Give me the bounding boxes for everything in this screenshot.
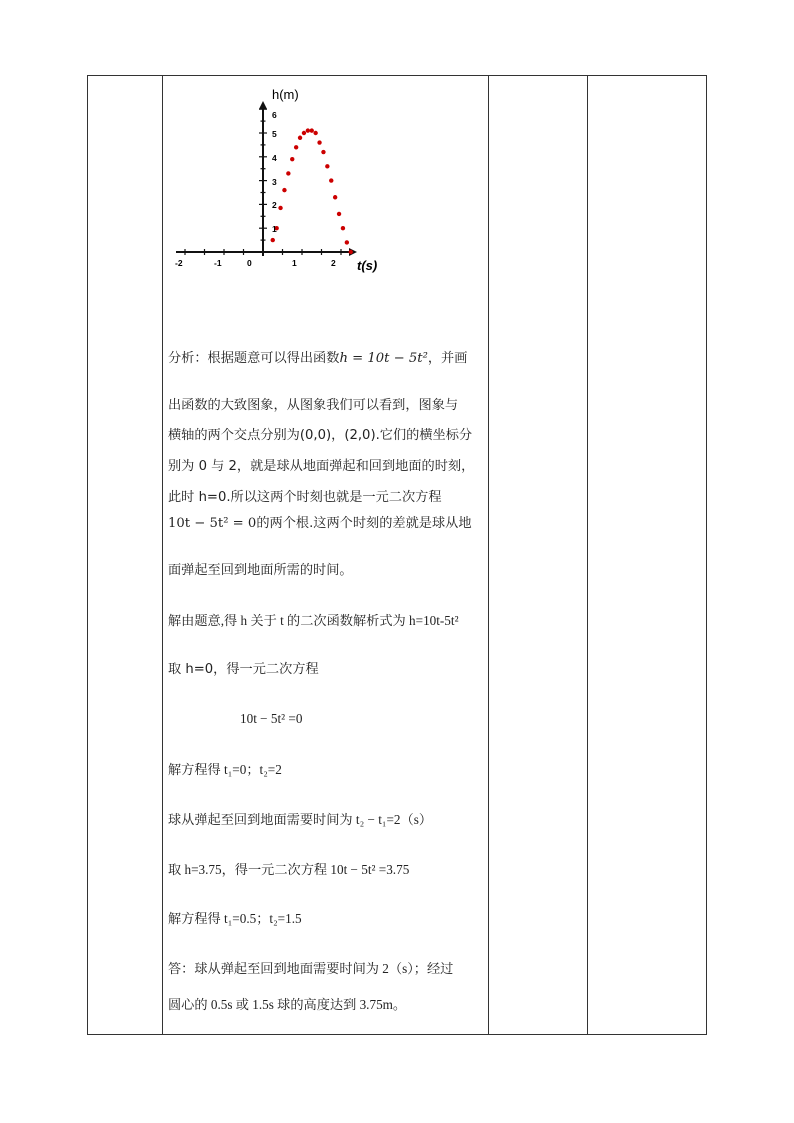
solve-line-7: 解方程得 t₁=0.5；t₂=1.5 (168, 911, 302, 926)
curve-point (321, 150, 325, 154)
curve-point (310, 128, 314, 132)
parabola-graph (0, 0, 794, 300)
curve-point (286, 171, 290, 175)
x-tick-label: 0 (247, 258, 252, 268)
solve-line-1: 解由题意,得 h 关于 t 的二次函数解析式为 h=10t-5t² (168, 613, 459, 628)
analysis-line-6-suffix: 的两个根.这两个时刻的差就是球从地 (256, 516, 472, 531)
y-tick-label: 1 (272, 224, 277, 234)
analysis-line-7: 面弹起至回到地面所需的时间。 (168, 563, 353, 578)
analysis-suffix: ，并画 (427, 351, 468, 366)
x-axis-label: t(s) (357, 258, 378, 273)
curve-point (329, 178, 333, 182)
y-axis-label: h(m) (272, 87, 299, 102)
y-axis-arrow (259, 101, 267, 109)
y-tick-label: 6 (272, 110, 277, 120)
analysis-line-6 (168, 514, 472, 534)
curve-point (306, 128, 310, 132)
curve-point (294, 145, 298, 149)
analysis-line-2: 出函数的大致图象，从图象我们可以看到，图象与 (168, 398, 459, 413)
analysis-line-4: 别为 0 与 2，就是球从地面弹起和回到地面的时刻， (168, 459, 475, 474)
curve-point (302, 131, 306, 135)
curve-point (337, 212, 341, 216)
y-tick-label: 3 (272, 177, 277, 187)
curve-point (282, 188, 286, 192)
curve-point (349, 250, 353, 254)
function-expression: h = 10t − 5t² (339, 351, 428, 366)
y-tick-label: 4 (272, 153, 277, 163)
x-tick-label: -1 (214, 258, 222, 268)
answer-line-2: 圆心的 0.5s 或 1.5s 球的高度达到 3.75m。 (168, 997, 407, 1012)
curve-point (345, 240, 349, 244)
curve-point (271, 238, 275, 242)
x-tick-label: -2 (175, 258, 183, 268)
equation-expression: 10t − 5t² = 0 (168, 516, 257, 531)
analysis-line-1 (168, 349, 467, 369)
curve-point (325, 164, 329, 168)
curve-point (298, 136, 302, 140)
curve-point (290, 157, 294, 161)
solve-line-2: 取 h=0，得一元二次方程 (168, 662, 319, 677)
curve-point (313, 131, 317, 135)
solve-line-3: 10t − 5t² =0 (240, 711, 303, 726)
analysis-line-3: 横轴的两个交点分别为(0,0)，(2,0).它们的横坐标分 (168, 428, 473, 443)
curve-point (341, 226, 345, 230)
x-tick-label: 1 (292, 258, 297, 268)
curve-point (278, 206, 282, 210)
analysis-line-5: 此时 h=0.所以这两个时刻也就是一元二次方程 (168, 490, 442, 505)
solve-line-4: 解方程得 t₁=0；t₂=2 (168, 762, 282, 777)
curve-point (317, 140, 321, 144)
y-tick-label: 2 (272, 200, 277, 210)
solve-line-5: 球从弹起至回到地面需要时间为 t₂ − t₁=2（s） (168, 812, 433, 827)
curve-point (333, 195, 337, 199)
y-tick-label: 5 (272, 129, 277, 139)
x-tick-label: 2 (331, 258, 336, 268)
solve-line-6: 取 h=3.75，得一元二次方程 10t − 5t² =3.75 (168, 862, 410, 877)
answer-line-1: 答：球从弹起至回到地面需要时间为 2（s）；经过 (168, 961, 454, 976)
table-bottom-border (87, 1034, 707, 1035)
analysis-prefix: 分析：根据题意可以得出函数 (168, 351, 340, 366)
